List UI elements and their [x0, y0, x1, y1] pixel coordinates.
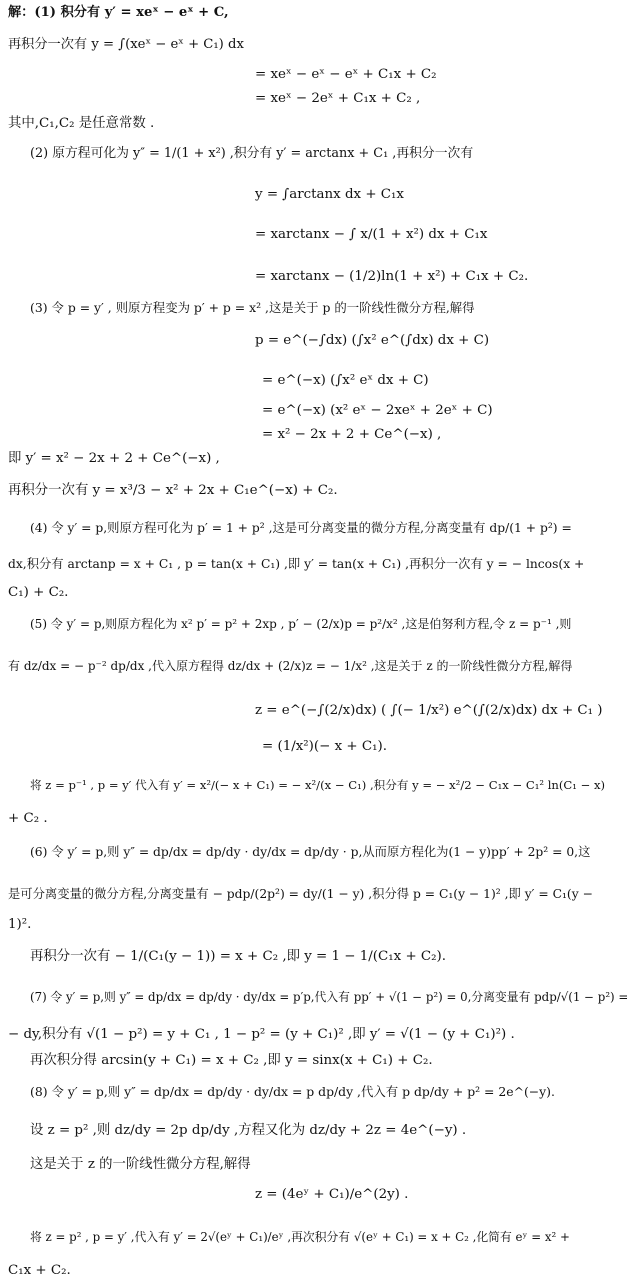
- part-8-line-4: 将 z = p² , p = y′ ,代入有 y′ = 2√(eʸ + C₁)/eʸ ,再次积分有 √(eʸ + C₁) = x + C₂ ,化简有 eʸ = x² +: [30, 1230, 570, 1244]
- part-3-step-1: p = e^(−∫dx) (∫x² e^(∫dx) dx + C): [255, 333, 490, 348]
- part-1-step-1: = xeˣ − eˣ − eˣ + C₁x + C₂: [255, 67, 437, 82]
- part-5-step-2: = (1/x²)(− x + C₁).: [262, 739, 387, 754]
- part-4-line-2: dx,积分有 arctanp = x + C₁ , p = tan(x + C₁) ,即 y′ = tan(x + C₁) ,再积分一次有 y = − lncos(x +: [8, 557, 585, 571]
- part-3-step-4: = x² − 2x + 2 + Ce^(−x) ,: [262, 427, 442, 442]
- part-1-integrate-again: 再积分一次有 y = ∫(xeˣ − eˣ + C₁) dx: [8, 37, 244, 52]
- part-2-step-1: y = ∫arctanx dx + C₁x: [255, 187, 404, 202]
- part-1-heading: 解：(1) 积分有 y′ = xeˣ − eˣ + C,: [8, 5, 229, 20]
- part-3-step-2: = e^(−x) (∫x² eˣ dx + C): [262, 373, 429, 388]
- part-8-step-1: z = (4eʸ + C₁)/e^(2y) .: [255, 1187, 409, 1202]
- part-3-derivative: 即 y′ = x² − 2x + 2 + Ce^(−x) ,: [8, 451, 220, 466]
- part-3-step-3: = e^(−x) (x² eˣ − 2xeˣ + 2eˣ + C): [262, 403, 493, 418]
- part-5-step-1: z = e^(−∫(2/x)dx) ( ∫(− 1/x²) e^(∫(2/x)dx) dx + C₁ ): [255, 703, 603, 718]
- part-6-line-2: 是可分离变量的微分方程,分离变量有 − pdp/(2p²) = dy/(1 − y) ,积分得 p = C₁(y − 1)² ,即 y′ = C₁(y −: [8, 887, 593, 901]
- part-5-line-2: 有 dz/dx = − p⁻² dp/dx ,代入原方程得 dz/dx + (2/x)z = − 1/x² ,这是关于 z 的一阶线性微分方程,解得: [8, 659, 573, 673]
- part-1-result: = xeˣ − 2eˣ + C₁x + C₂ ,: [255, 91, 421, 106]
- part-5-line-1: (5) 令 y′ = p,则原方程化为 x² p′ = p² + 2xp , p′ − (2/x)p = p²/x² ,这是伯努利方程,令 z = p⁻¹ ,则: [30, 617, 572, 631]
- part-6-line-4: 再积分一次有 − 1/(C₁(y − 1)) = x + C₂ ,即 y = 1 − 1/(C₁x + C₂).: [30, 949, 447, 964]
- part-7-line-3: 再次积分得 arcsin(y + C₁) = x + C₂ ,即 y = sinx(x + C₁) + C₂.: [30, 1053, 433, 1068]
- part-8-line-2: 设 z = p² ,则 dz/dy = 2p dp/dy ,方程又化为 dz/dy + 2z = 4e^(−y) .: [30, 1123, 467, 1138]
- part-4-line-1: (4) 令 y′ = p,则原方程可化为 p′ = 1 + p² ,这是可分离变量的微分方程,分离变量有 dp/(1 + p²) =: [30, 521, 572, 535]
- part-4-line-3: C₁) + C₂.: [8, 585, 69, 600]
- part-8-line-5: C₁x + C₂.: [8, 1263, 71, 1278]
- part-5-line-3: 将 z = p⁻¹ , p = y′ 代入有 y′ = x²/(− x + C₁) = − x²/(x − C₁) ,积分有 y = − x²/2 − C₁x − C₁² ln(C₁ − x): [30, 778, 606, 792]
- part-7-line-1: (7) 令 y′ = p,则 y″ = dp/dx = dp/dy · dy/dx = p′p,代入有 pp′ + √(1 − p²) = 0,分离变量有 pdp/√(1 − p²) =: [30, 990, 629, 1004]
- part-6-line-3: 1)².: [8, 917, 32, 932]
- part-8-line-3: 这是关于 z 的一阶线性微分方程,解得: [30, 1157, 251, 1172]
- part-8-line-1: (8) 令 y′ = p,则 y″ = dp/dx = dp/dy · dy/dx = p dp/dy ,代入有 p dp/dy + p² = 2e^(−y).: [30, 1084, 555, 1099]
- part-3-result: 再积分一次有 y = x³/3 − x² + 2x + C₁e^(−x) + C₂.: [8, 483, 338, 498]
- part-7-line-2: − dy,积分有 √(1 − p²) = y + C₁ , 1 − p² = (y + C₁)² ,即 y′ = √(1 − (y + C₁)²) .: [8, 1027, 515, 1042]
- part-2-step-2: = xarctanx − ∫ x/(1 + x²) dx + C₁x: [255, 227, 488, 242]
- part-3-intro: (3) 令 p = y′ , 则原方程变为 p′ + p = x² ,这是关于 p 的一阶线性微分方程,解得: [30, 300, 475, 315]
- part-5-line-4: + C₂ .: [8, 811, 48, 826]
- part-2-intro: (2) 原方程可化为 y″ = 1/(1 + x²) ,积分有 y′ = arctanx + C₁ ,再积分一次有: [30, 146, 474, 161]
- part-2-result: = xarctanx − (1/2)ln(1 + x²) + C₁x + C₂.: [255, 269, 529, 284]
- constants-note: 其中,C₁,C₂ 是任意常数 .: [8, 116, 155, 131]
- part-6-line-1: (6) 令 y′ = p,则 y″ = dp/dx = dp/dy · dy/dx = dp/dy · p,从而原方程化为(1 − y)pp′ + 2p² = 0,这: [30, 845, 591, 859]
